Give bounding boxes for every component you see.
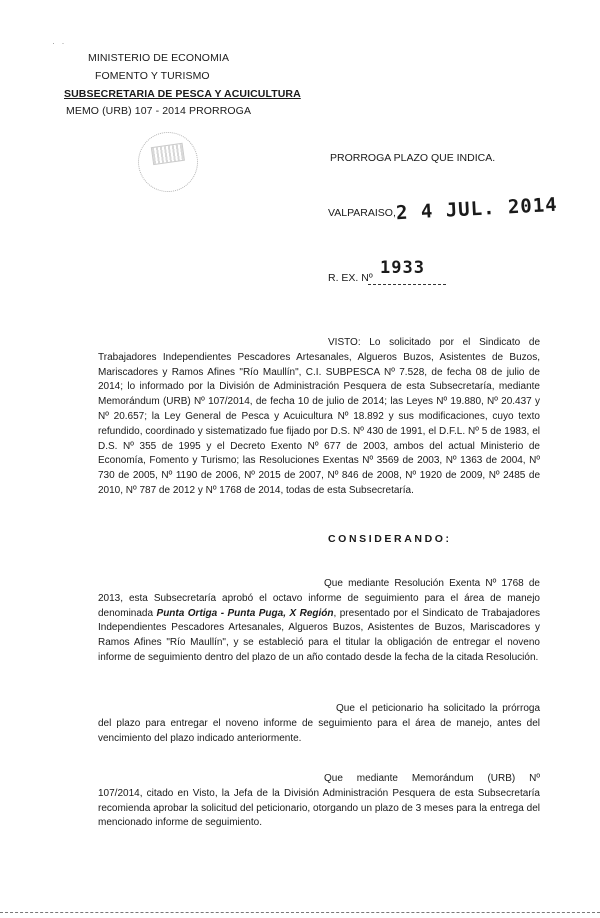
resolution-underline: [368, 284, 446, 285]
considerando-heading: CONSIDERANDO:: [328, 533, 452, 545]
considerando-3: [98, 772, 540, 831]
scan-speckle: · ·: [52, 38, 67, 48]
header-ministry: MINISTERIO DE ECONOMIA: [88, 52, 230, 64]
official-stamp: [134, 128, 202, 196]
place-label: VALPARAISO,: [328, 207, 396, 219]
stamp-inner-mark: [151, 143, 185, 165]
document-subject: PRORROGA PLAZO QUE INDICA.: [330, 152, 496, 164]
considerando-2: [98, 702, 540, 746]
considerando-1: [98, 577, 540, 666]
handwritten-date: 2 4 JUL. 2014: [395, 193, 559, 225]
resolution-number: 1933: [380, 258, 425, 278]
visto-text: Lo solicitado por el Sindicato de Trabajadores Independientes Pescadores Artesanales, Algueros Buzos, Asistentes de Buzos, Mariscadores y Ramos Afines "Río Maullín", C.I. SUBPESCA Nº 7.528, de fecha 08 de julio de 2014; lo informado por la División de Administración Pesquera de esta Subsecretaría, mediante Memorándum (URB) Nº 107/2014, de fecha 10 de julio de 2014; las Leyes Nº 19.880, Nº 20.437 y Nº 20.657; la Ley General de Pesca y Acuicultura Nº 18.892 y sus modificaciones, cuyo texto refundido, coordinado y sistematizado fue fijado por D.S. Nº 430 de 1991, el D.F.L. Nº 5 de 1983, el D.S. Nº 355 de 1995 y el Decreto Exento Nº 677 de 2003, ambos del actual Ministerio de Economía, Fomento y Turismo; las Resoluciones Exentas Nº 3569 de 2003, Nº 1363 de 2004, Nº 730 de 2005, Nº 1190 de 2006, Nº 2015 de 2007, Nº 846 de 2008, Nº 1920 de 2009, Nº 2485 de 2010, Nº 787 de 2012 y Nº 1768 de 2014, todas de esta Subsecretaría.: [98, 337, 541, 496]
considerando-1-text-b: , presentado por el Sindicato de Trabajadores Independientes Pescadores Artesanales, Algueros Buzos, Asistentes de Buzos, Mariscadores y Ramos Afines "Río Maullín", y se estableció para el titular la obligación de entregar el noveno informe de seguimiento dentro del plazo de un año contado desde la fecha de la citada Resolución.: [98, 607, 540, 663]
footer-rule: [0, 912, 600, 913]
considerando-2-text: Que el peticionario ha solicitado la prórroga del plazo para entregar el noveno informe de seguimiento para el área de manejo, antes del vencimiento del plazo indicado anteriormente.: [98, 703, 540, 744]
visto-paragraph: [98, 336, 540, 499]
considerando-3-text: Que mediante Memorándum (URB) Nº 107/2014, citado en Visto, la Jefa de la División Administración Pesquera de esta Subsecretaría recomienda aprobar la solicitud del peticionario, otorgando un plazo de 3 meses para la entrega del mencionado informe de seguimiento.: [98, 773, 540, 829]
header-ministry-sub: FOMENTO Y TURISMO: [95, 70, 210, 82]
visto-lead: VISTO:: [328, 337, 361, 348]
area-name: Punta Ortiga - Punta Puga, X Región: [156, 607, 334, 619]
resolution-label: R. EX. Nº: [328, 272, 373, 284]
considerando-1-text-a: Que mediante Resolución Exenta Nº 1768 de 2013, esta Subsecretaría aprobó el octavo informe de seguimiento para el área de manejo denominada: [98, 578, 540, 619]
header-memo-reference: MEMO (URB) 107 - 2014 PRORROGA: [66, 105, 252, 117]
header-subsecretaria: SUBSECRETARIA DE PESCA Y ACUICULTURA: [64, 88, 301, 100]
